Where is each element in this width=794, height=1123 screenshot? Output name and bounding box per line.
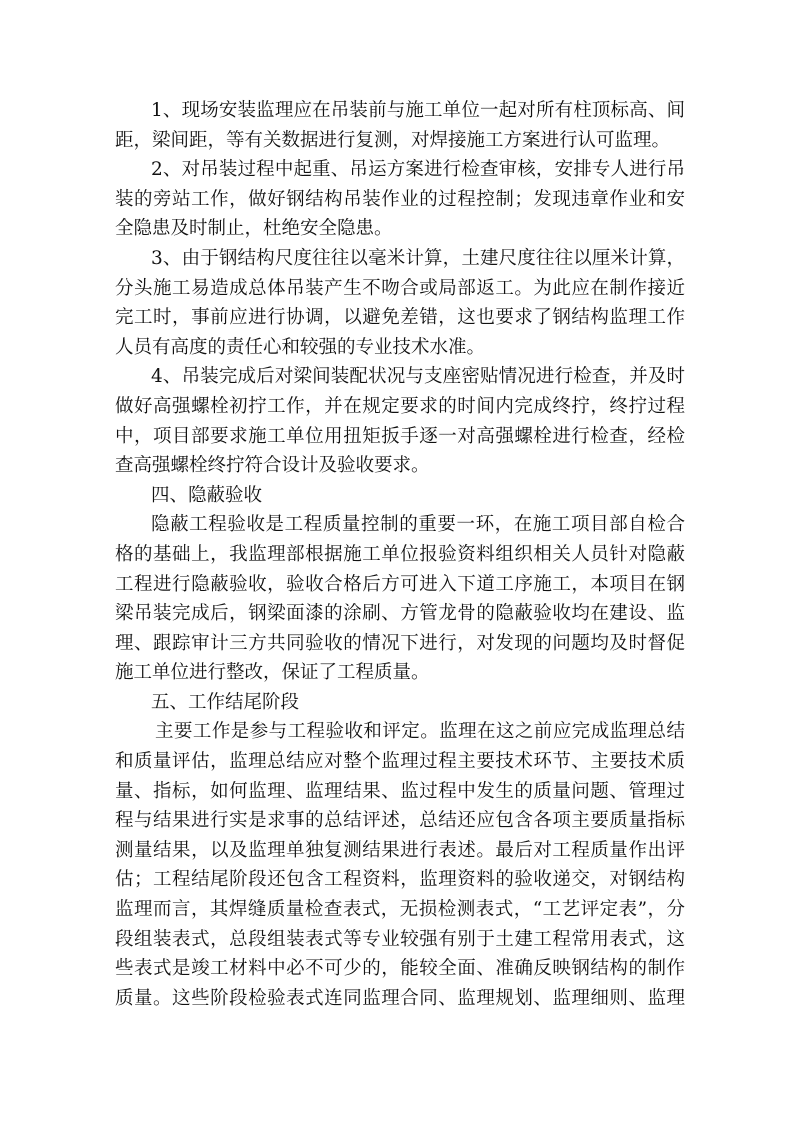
text-line: 3、由于钢结构尺度往往以毫米计算，土建尺度往往以厘米计算， — [151, 247, 685, 269]
text-line: 和质量评估，监理总结应对整个监理过程主要技术环节、主要技术质 — [115, 751, 685, 773]
text-line: 监理而言，其焊缝质量检查表式，无损检测表式，“工艺评定表”，分 — [115, 899, 685, 921]
text-line: 人员有高度的责任心和较强的专业技术水准。 — [115, 336, 486, 358]
text-line: 量、指标，如何监理、监理结果、监过程中发生的质量问题、管理过 — [115, 780, 685, 802]
text-line: 中，项目部要求施工单位用扭矩扳手逐一对高强螺栓进行检查，经检 — [115, 425, 685, 447]
text-line: 1、现场安装监理应在吊装前与施工单位一起对所有柱顶标高、间 — [151, 100, 685, 121]
text-line: 格的基础上，我监理部根据施工单位报验资料组织相关人员针对隐蔽 — [115, 543, 685, 565]
text-line: 2、对吊装过程中起重、吊运方案进行检查审核，安排专人进行吊 — [151, 159, 685, 181]
text-line: 距，梁间距，等有关数据进行复测，对焊接施工方案进行认可监理。 — [115, 129, 671, 151]
text-line: 估；工程结尾阶段还包含工程资料，监理资料的验收递交，对钢结构 — [115, 869, 685, 891]
text-line: 4、吊装完成后对梁间装配状况与支座密贴情况进行检查，并及时 — [151, 366, 685, 388]
text-line: 段组装表式，总段组装表式等专业较强有别于土建工程常用表式，这 — [115, 928, 685, 950]
text-line: 测量结果，以及监理单独复测结果进行表述。最后对工程质量作出评 — [115, 839, 685, 861]
text-line: 隐蔽工程验收是工程质量控制的重要一环，在施工项目部自检合 — [151, 514, 685, 536]
text-line: 完工时，事前应进行协调，以避免差错，这也要求了钢结构监理工作 — [115, 307, 685, 329]
text-line: 些表式是竣工材料中必不可少的，能较全面、准确反映钢结构的制作 — [115, 958, 685, 980]
document-page — [115, 96, 685, 1013]
text-line: 四、隐蔽验收 — [151, 484, 263, 506]
text-line: 理、跟踪审计三方共同验收的情况下进行，对发现的问题均及时督促 — [115, 632, 685, 654]
text-line: 分头施工易造成总体吊装产生不吻合或局部返工。为此应在制作接近 — [115, 277, 685, 299]
text-line: 主要工作是参与工程验收和评定。监理在这之前应完成监理总结 — [155, 721, 685, 743]
text-line: 装的旁站工作，做好钢结构吊装作业的过程控制；发现违章作业和安 — [115, 188, 685, 210]
text-line: 全隐患及时制止，杜绝安全隐患。 — [115, 218, 393, 240]
text-line: 做好高强螺栓初拧工作，并在规定要求的时间内完成终拧，终拧过程 — [115, 395, 685, 417]
text-line: 查高强螺栓终拧符合设计及验收要求。 — [115, 455, 430, 477]
text-line: 工程进行隐蔽验收，验收合格后方可进入下道工序施工，本项目在钢 — [115, 573, 685, 595]
text-line: 程与结果进行实是求事的总结评述，总结还应包含各项主要质量指标 — [115, 810, 685, 832]
text-line: 五、工作结尾阶段 — [151, 691, 300, 713]
text-line: 梁吊装完成后，钢梁面漆的涂刷、方管龙骨的隐蔽验收均在建设、监 — [115, 603, 685, 625]
text-line: 施工单位进行整改，保证了工程质量。 — [115, 662, 430, 684]
text-line: 质量。这些阶段检验表式连同监理合同、监理规划、监理细则、监理 — [115, 987, 685, 1009]
